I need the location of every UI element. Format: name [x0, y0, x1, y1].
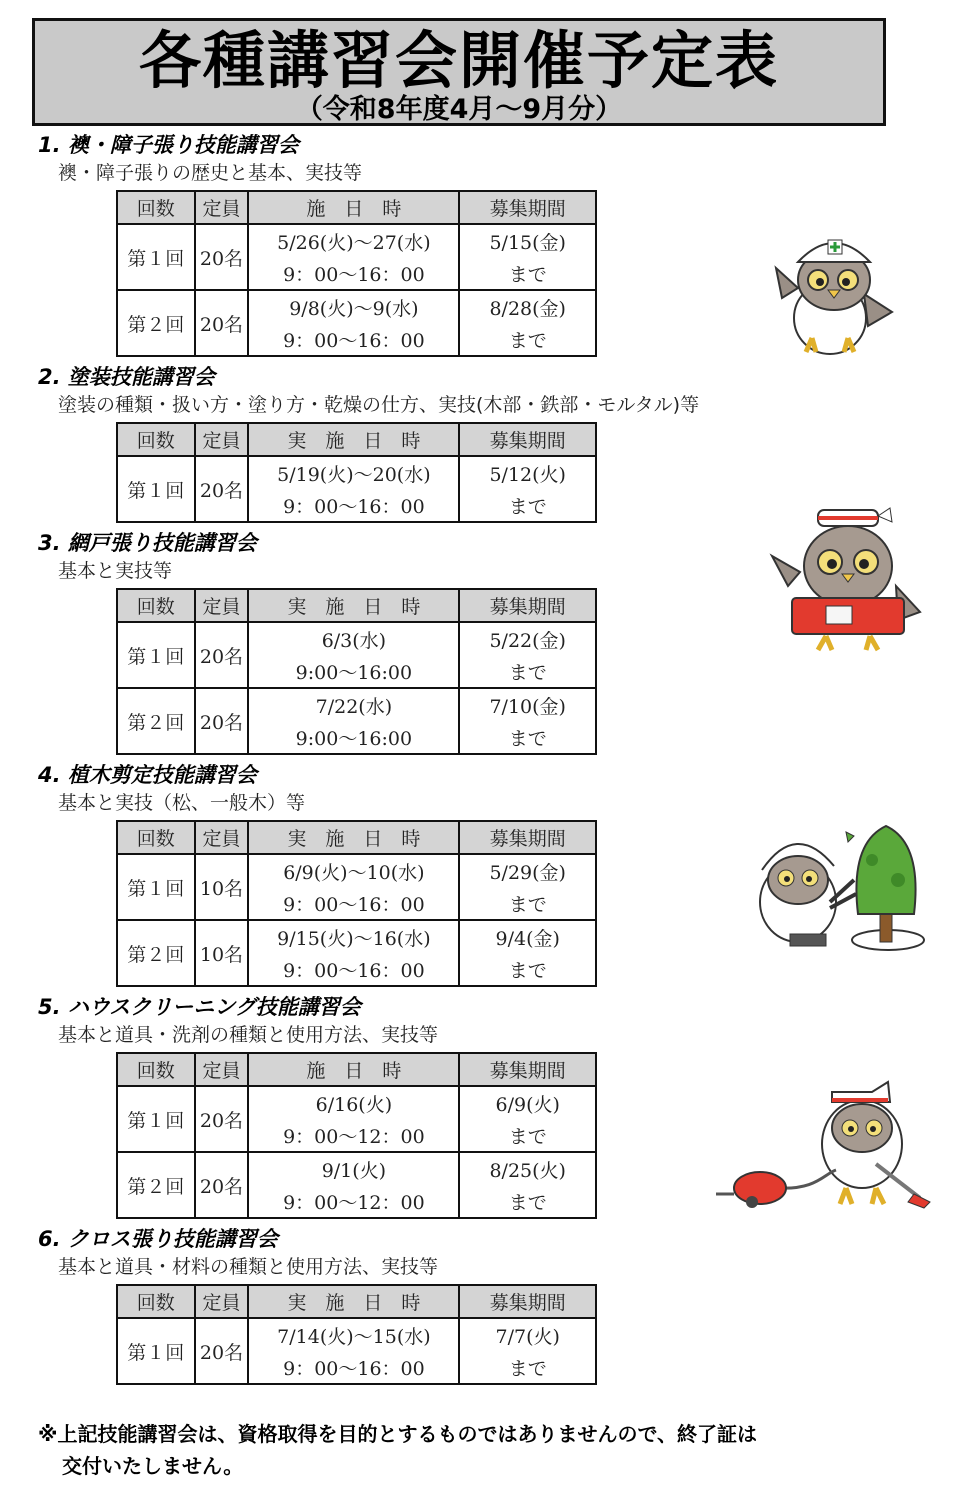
- session-number: 第２回: [117, 688, 195, 754]
- session-number: 第１回: [117, 1318, 195, 1384]
- schedule-table: [116, 1284, 597, 1385]
- session-number: 第２回: [117, 920, 195, 986]
- table-row: [117, 224, 596, 257]
- section-heading: 5. ハウスクリーニング技能講習会: [38, 995, 361, 1019]
- owl-apron-mascot-icon: [766, 502, 926, 656]
- footer-note: [38, 1418, 918, 1482]
- session-time: 9：00～16：00: [248, 323, 459, 356]
- session-number: 第１回: [117, 456, 195, 522]
- table-header-row: [117, 589, 596, 622]
- session-capacity: 20名: [195, 622, 249, 688]
- header-count: 回数: [117, 589, 195, 622]
- section-heading: 6. クロス張り技能講習会: [38, 1227, 278, 1251]
- table-row: [117, 854, 596, 887]
- title-banner: [32, 18, 886, 126]
- recruit-deadline: 7/7(火): [459, 1318, 596, 1351]
- session-date: 6/3(水): [248, 622, 459, 655]
- header-count: 回数: [117, 191, 195, 224]
- recruit-until: まで: [459, 1185, 596, 1218]
- schedule-table: [116, 1052, 597, 1219]
- section-description: 塗装の種類・扱い方・塗り方・乾燥の仕方、実技(木部・鉄部・モルタル)等: [58, 394, 700, 416]
- header-datetime: 実 施 日 時: [248, 589, 459, 622]
- session-number: 第１回: [117, 622, 195, 688]
- header-capacity: 定員: [195, 1053, 249, 1086]
- section-description: 基本と実技（松、一般木）等: [58, 792, 306, 814]
- schedule-table: [116, 588, 597, 755]
- session-capacity: 20名: [195, 1086, 249, 1152]
- header-capacity: 定員: [195, 821, 249, 854]
- table-row: [117, 1318, 596, 1351]
- session-time: 9：00～16：00: [248, 1351, 459, 1384]
- header-recruit: 募集期間: [459, 191, 596, 224]
- table-header-row: [117, 1285, 596, 1318]
- header-datetime: 実 施 日 時: [248, 821, 459, 854]
- header-capacity: 定員: [195, 423, 249, 456]
- recruit-until: まで: [459, 1351, 596, 1384]
- section-description: 襖・障子張りの歴史と基本、実技等: [58, 162, 363, 184]
- table-row: [117, 1152, 596, 1185]
- table-row: [117, 688, 596, 721]
- session-date: 9/8(火)～9(水): [248, 290, 459, 323]
- header-datetime: 施 日 時: [248, 1053, 459, 1086]
- header-recruit: 募集期間: [459, 1285, 596, 1318]
- session-capacity: 20名: [195, 290, 249, 356]
- session-capacity: 10名: [195, 920, 249, 986]
- session-time: 9:00～16:00: [248, 655, 459, 688]
- session-number: 第２回: [117, 290, 195, 356]
- recruit-until: まで: [459, 323, 596, 356]
- recruit-deadline: 5/12(火): [459, 456, 596, 489]
- section-heading: 3. 網戸張り技能講習会: [38, 531, 257, 555]
- session-number: 第１回: [117, 1086, 195, 1152]
- recruit-deadline: 7/10(金): [459, 688, 596, 721]
- schedule-table: [116, 422, 597, 523]
- recruit-deadline: 5/15(金): [459, 224, 596, 257]
- recruit-deadline: 8/25(火): [459, 1152, 596, 1185]
- session-time: 9：00～16：00: [248, 953, 459, 986]
- recruit-until: まで: [459, 721, 596, 754]
- section-description: 基本と道具・洗剤の種類と使用方法、実技等: [58, 1024, 439, 1046]
- recruit-until: まで: [459, 257, 596, 290]
- owl-helmet-mascot-icon: [768, 228, 902, 362]
- header-datetime: 実 施 日 時: [248, 1285, 459, 1318]
- session-capacity: 10名: [195, 854, 249, 920]
- session-time: 9：00～12：00: [248, 1185, 459, 1218]
- recruit-until: まで: [459, 887, 596, 920]
- session-time: 9：00～16：00: [248, 887, 459, 920]
- session-date: 9/1(火): [248, 1152, 459, 1185]
- session-date: 9/15(火)～16(水): [248, 920, 459, 953]
- session-time: 9:00～16:00: [248, 721, 459, 754]
- header-datetime: 実 施 日 時: [248, 423, 459, 456]
- header-count: 回数: [117, 1285, 195, 1318]
- session-time: 9：00～16：00: [248, 489, 459, 522]
- table-row: [117, 920, 596, 953]
- recruit-deadline: 5/22(金): [459, 622, 596, 655]
- header-datetime: 施 日 時: [248, 191, 459, 224]
- recruit-until: まで: [459, 489, 596, 522]
- header-count: 回数: [117, 821, 195, 854]
- owl-gardener-mascot-icon: [752, 820, 928, 960]
- session-capacity: 20名: [195, 688, 249, 754]
- table-header-row: [117, 191, 596, 224]
- session-capacity: 20名: [195, 224, 249, 290]
- session-time: 9：00～16：00: [248, 257, 459, 290]
- header-recruit: 募集期間: [459, 1053, 596, 1086]
- session-date: 6/16(火): [248, 1086, 459, 1119]
- section-heading: 4. 植木剪定技能講習会: [38, 763, 257, 787]
- table-row: [117, 456, 596, 489]
- schedule-table: [116, 820, 597, 987]
- header-recruit: 募集期間: [459, 821, 596, 854]
- header-count: 回数: [117, 1053, 195, 1086]
- header-count: 回数: [117, 423, 195, 456]
- recruit-until: まで: [459, 655, 596, 688]
- session-date: 5/19(火)～20(水): [248, 456, 459, 489]
- section-description: 基本と実技等: [58, 560, 173, 582]
- table-header-row: [117, 1053, 596, 1086]
- header-capacity: 定員: [195, 191, 249, 224]
- recruit-deadline: 5/29(金): [459, 854, 596, 887]
- header-recruit: 募集期間: [459, 589, 596, 622]
- header-capacity: 定員: [195, 1285, 249, 1318]
- section-heading: 2. 塗装技能講習会: [38, 365, 215, 389]
- recruit-until: まで: [459, 953, 596, 986]
- recruit-deadline: 6/9(火): [459, 1086, 596, 1119]
- schedule-table: [116, 190, 597, 357]
- section-description: 基本と道具・材料の種類と使用方法、実技等: [58, 1256, 439, 1278]
- table-row: [117, 290, 596, 323]
- session-number: 第１回: [117, 224, 195, 290]
- session-date: 6/9(火)～10(水): [248, 854, 459, 887]
- session-date: 7/22(水): [248, 688, 459, 721]
- table-header-row: [117, 423, 596, 456]
- recruit-until: まで: [459, 1119, 596, 1152]
- owl-cleaning-mascot-icon: [716, 1078, 932, 1214]
- session-number: 第２回: [117, 1152, 195, 1218]
- header-recruit: 募集期間: [459, 423, 596, 456]
- session-date: 5/26(火)～27(水): [248, 224, 459, 257]
- session-capacity: 20名: [195, 1318, 249, 1384]
- page-subtitle: （令和8年度4月～9月分）: [295, 94, 623, 125]
- recruit-deadline: 9/4(金): [459, 920, 596, 953]
- recruit-deadline: 8/28(金): [459, 290, 596, 323]
- header-capacity: 定員: [195, 589, 249, 622]
- session-time: 9：00～12：00: [248, 1119, 459, 1152]
- note-line-1: ※上記技能講習会は、資格取得を目的とするものではありませんので、終了証は: [38, 1422, 758, 1446]
- note-line-2: 交付いたしません。: [62, 1454, 244, 1478]
- page-title: 各種講習会開催予定表: [138, 24, 779, 97]
- session-capacity: 20名: [195, 456, 249, 522]
- section-heading: 1. 襖・障子張り技能講習会: [38, 133, 299, 157]
- table-row: [117, 1086, 596, 1119]
- session-number: 第１回: [117, 854, 195, 920]
- session-capacity: 20名: [195, 1152, 249, 1218]
- session-date: 7/14(火)～15(水): [248, 1318, 459, 1351]
- table-row: [117, 622, 596, 655]
- table-header-row: [117, 821, 596, 854]
